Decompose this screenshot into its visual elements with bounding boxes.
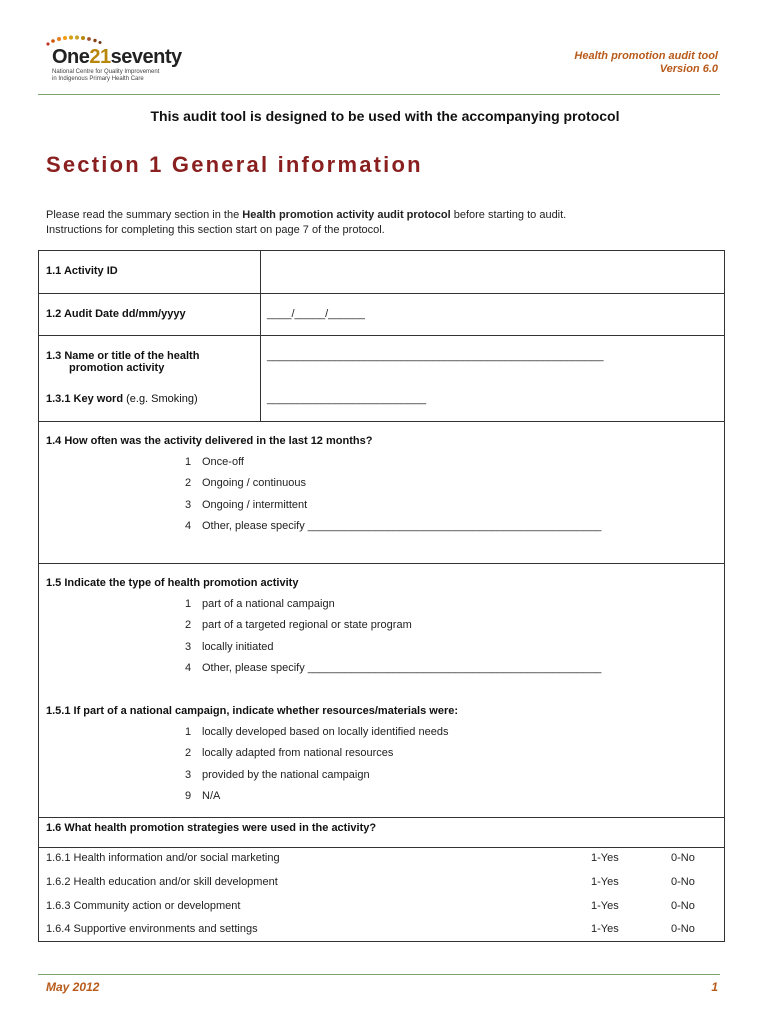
general-info-form <box>38 250 725 942</box>
strategy-label: 1.6.1 Health information and/or social marketing <box>46 852 280 864</box>
logo-word-seventy: seventy <box>110 46 182 68</box>
option-text: Ongoing / intermittent <box>202 499 308 511</box>
q14-title: 1.4 How often was the activity delivered in the last 12 months? <box>46 435 373 447</box>
strategy-yes-option[interactable]: 1-Yes <box>591 852 619 864</box>
q15-option[interactable] <box>185 598 335 610</box>
q14-option[interactable] <box>185 499 307 511</box>
row-divider <box>39 817 724 818</box>
activity-name-label <box>46 350 199 374</box>
option-text: Other, please specify ________________________________________________ <box>202 662 602 674</box>
strategy-no-option[interactable]: 0-No <box>671 923 695 935</box>
protocol-name: Health promotion activity audit protocol <box>242 209 451 221</box>
option-number: 9 <box>185 790 192 802</box>
option-text: locally adapted from national resources <box>202 747 394 759</box>
option-text: Other, please specify ________________________________________________ <box>202 520 602 532</box>
activity-name-field[interactable]: _______________________________________________________ <box>267 350 604 362</box>
option-number: 3 <box>185 769 192 781</box>
doc-title: Health promotion audit tool <box>574 50 718 62</box>
strategy-no-option[interactable]: 0-No <box>671 900 695 912</box>
row-divider <box>39 421 724 422</box>
strategy-no-option[interactable]: 0-No <box>671 852 695 864</box>
q14-option[interactable] <box>185 477 306 489</box>
q15-option[interactable] <box>185 641 274 653</box>
audit-date-label: 1.2 Audit Date dd/mm/yyyy <box>46 308 186 320</box>
strategy-yes-option[interactable]: 1-Yes <box>591 900 619 912</box>
option-text: part of a national campaign <box>202 598 335 610</box>
logo-wordmark <box>52 46 182 68</box>
instructions-line2: Instructions for completing this section start on page 7 of the protocol. <box>46 224 385 236</box>
option-text: Ongoing / continuous <box>202 477 306 489</box>
logo-subtitle <box>52 69 212 83</box>
q151-title: 1.5.1 If part of a national campaign, indicate whether resources/materials were: <box>46 705 459 717</box>
strategy-yes-option[interactable]: 1-Yes <box>591 923 619 935</box>
option-number: 3 <box>185 641 192 653</box>
page-number: 1 <box>711 980 718 994</box>
header-doc-info <box>574 50 718 76</box>
option-text: Once-off <box>202 456 244 468</box>
q15-option[interactable] <box>185 662 601 674</box>
q15-option[interactable] <box>185 619 412 631</box>
q14-option[interactable] <box>185 520 601 532</box>
logo-word-one: One <box>52 46 90 68</box>
intro-title: This audit tool is designed to be used with the accompanying protocol <box>150 108 620 124</box>
option-text: locally initiated <box>202 641 274 653</box>
option-text: provided by the national campaign <box>202 769 370 781</box>
q14-option[interactable] <box>185 456 244 468</box>
q151-option[interactable] <box>185 747 393 759</box>
strategy-no-option[interactable]: 0-No <box>671 876 695 888</box>
doc-version: Version 6.0 <box>659 63 718 75</box>
row-divider <box>39 847 724 848</box>
column-divider <box>260 251 261 421</box>
activity-id-label: 1.1 Activity ID <box>46 265 118 277</box>
one21seventy-logo <box>44 34 214 86</box>
logo-word-21: 21 <box>89 46 111 68</box>
footer-rule <box>38 974 720 975</box>
option-text: N/A <box>202 790 221 802</box>
q15-title: 1.5 Indicate the type of health promotion activity <box>46 577 299 589</box>
footer-date: May 2012 <box>46 980 100 994</box>
keyword-label-text: 1.3.1 Key word <box>46 393 124 405</box>
q151-option[interactable] <box>185 769 370 781</box>
instructions-text-c: before starting to audit. <box>450 209 567 221</box>
q151-option[interactable] <box>185 790 220 802</box>
keyword-label <box>46 393 198 405</box>
option-number: 1 <box>185 598 192 610</box>
activity-name-label-line1: 1.3 Name or title of the health <box>46 350 200 362</box>
option-number: 2 <box>185 747 192 759</box>
q16-title: 1.6 What health promotion strategies were used in the activity? <box>46 822 377 834</box>
keyword-hint: (e.g. Smoking) <box>123 393 198 405</box>
activity-id-field[interactable] <box>267 261 717 285</box>
option-number: 2 <box>185 477 192 489</box>
activity-name-label-line2: promotion activity <box>69 362 165 374</box>
option-number: 1 <box>185 726 192 738</box>
header-rule <box>38 94 720 95</box>
instructions-line1 <box>46 208 726 223</box>
option-number: 4 <box>185 662 192 674</box>
strategy-label: 1.6.4 Supportive environments and settings <box>46 923 258 935</box>
q151-option[interactable] <box>185 726 448 738</box>
instructions <box>46 208 726 238</box>
instructions-text-a: Please read the summary section in the <box>46 209 243 221</box>
section-title: Section 1 General information <box>46 152 423 177</box>
strategy-yes-option[interactable]: 1-Yes <box>591 876 619 888</box>
option-number: 1 <box>185 456 192 468</box>
strategy-label: 1.6.2 Health education and/or skill development <box>46 876 278 888</box>
row-divider <box>39 293 724 294</box>
logo-subtitle-line2: in Indigenous Primary Health Care <box>52 76 144 82</box>
option-number: 2 <box>185 619 192 631</box>
option-text: locally developed based on locally identified needs <box>202 726 449 738</box>
option-number: 3 <box>185 499 192 511</box>
row-divider <box>39 563 724 564</box>
option-text: part of a targeted regional or state program <box>202 619 412 631</box>
logo-subtitle-line1: National Centre for Quality Improvement <box>52 69 160 75</box>
audit-date-field[interactable]: ____/_____/______ <box>267 308 365 320</box>
option-number: 4 <box>185 520 192 532</box>
row-divider <box>39 335 724 336</box>
keyword-field[interactable]: __________________________ <box>267 393 427 405</box>
strategy-label: 1.6.3 Community action or development <box>46 900 241 912</box>
